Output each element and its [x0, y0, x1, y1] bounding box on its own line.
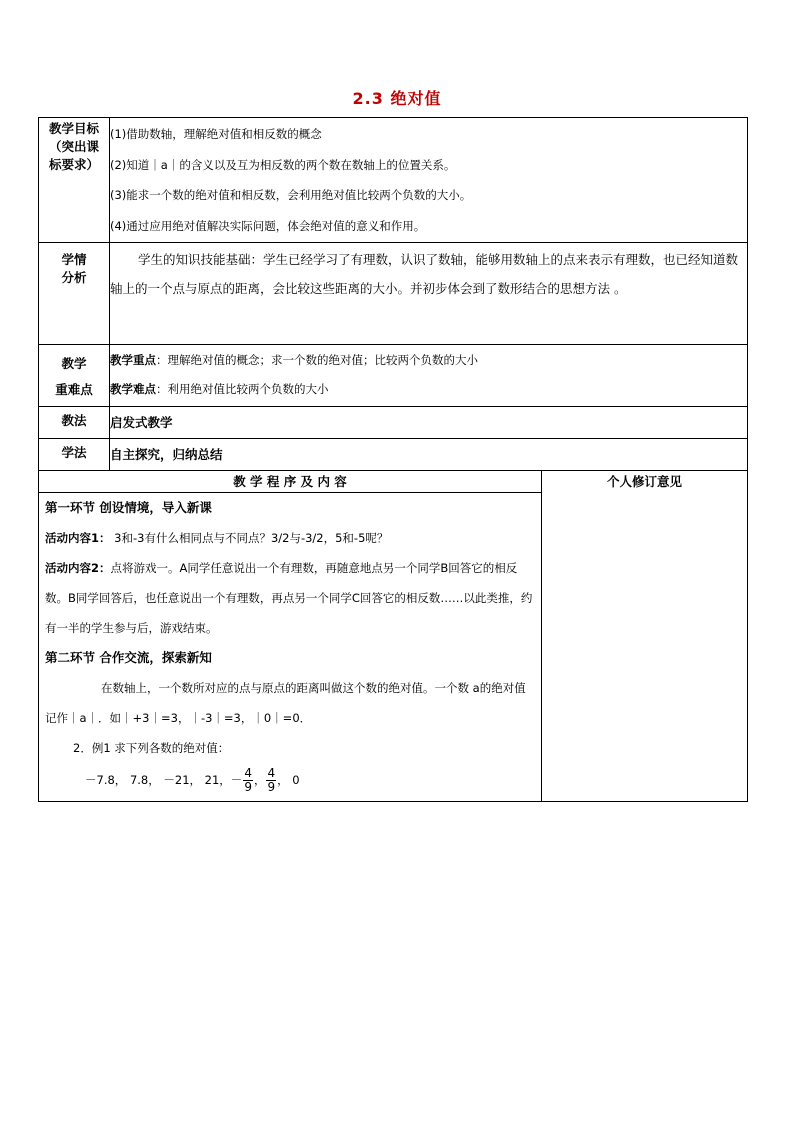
procedure-content: [39, 493, 542, 802]
step2-title: 第二环节 合作交流，探索新知: [45, 650, 212, 665]
keypoints-label-1: 教学: [61, 356, 87, 371]
page-title: 2.3 绝对值: [352, 89, 442, 108]
goals-row: [39, 118, 748, 243]
procedure-header: 教 学 程 序 及 内 容: [39, 471, 542, 493]
procedure-header-row: [39, 471, 748, 493]
fraction: $\frac{4}{9}$: [267, 766, 276, 794]
step1-title: 第一环节 创设情境，导入新课: [45, 500, 212, 515]
goal-item: (2)知道｜a｜的含义以及互为相反数的两个数在数轴上的位置关系。: [110, 157, 456, 172]
activity-1: 活动内容1： 3和-3有什么相同点与不同点？3/2与-3/2，5和-5呢？: [45, 531, 389, 545]
difficult-point: 教学难点：利用绝对值比较两个负数的大小: [110, 382, 329, 396]
example-text: 2．例1 求下列各数的绝对值：: [73, 741, 230, 755]
lesson-plan-table: [38, 117, 748, 802]
goals-cell: [110, 118, 748, 243]
goal-item: (1)借助数轴，理解绝对值和相反数的概念: [110, 127, 322, 141]
study-row: [39, 439, 748, 471]
method-text: 启发式教学: [110, 407, 748, 439]
key-point: 教学重点：理解绝对值的概念；求一个数的绝对值；比较两个负数的大小: [110, 353, 478, 367]
goal-item: (4)通过应用绝对值解决实际问题，体会绝对值的意义和作用。: [110, 218, 426, 233]
analysis-label: 学情分析: [61, 252, 87, 285]
analysis-text: 学生的知识技能基础：学生已经学习了有理数，认识了数轴，能够用数轴上的点来表示有理数，也已经知道数轴上的一个点与原点的距离，会比较这些距离的大小。并初步体会到了数形结合的思想方法 。: [110, 243, 748, 345]
definition-text: 在数轴上，一个数所对应的点与原点的距离叫做这个数的绝对值。一个数 a的绝对值记作｜a｜．如｜+3｜=3，｜-3｜=3，｜0｜=0．: [45, 681, 526, 725]
study-label: 学法: [39, 439, 110, 471]
study-text: 自主探究，归纳总结: [110, 439, 748, 471]
goal-item: (3)能求一个数的绝对值和相反数，会利用绝对值比较两个负数的大小。: [110, 188, 472, 202]
fraction: $\frac{4}{9}$: [244, 766, 252, 794]
activity-2: 活动内容2：点将游戏一。A同学任意说出一个有理数，再随意地点另一个同学B回答它的相反数。B同学回答后，也任意说出一个有理数，再点另一个同学C回答它的相反数……以此类推，约有一半的学生参与后，游戏结束。: [45, 561, 533, 635]
analysis-row: [39, 243, 748, 345]
method-row: [39, 407, 748, 439]
method-label: 教法: [39, 407, 110, 439]
revision-header: 个人修订意见: [542, 471, 748, 802]
example-values: －7.8， 7.8， －21， 21，－ $\frac{4}{9}$ ， $\frac{4}{9}$ ， 0: [85, 766, 300, 794]
keypoints-row: [39, 345, 748, 407]
goals-label: 教学目标（突出课标要求）: [48, 121, 99, 172]
keypoints-label-2: 重难点: [55, 382, 93, 397]
